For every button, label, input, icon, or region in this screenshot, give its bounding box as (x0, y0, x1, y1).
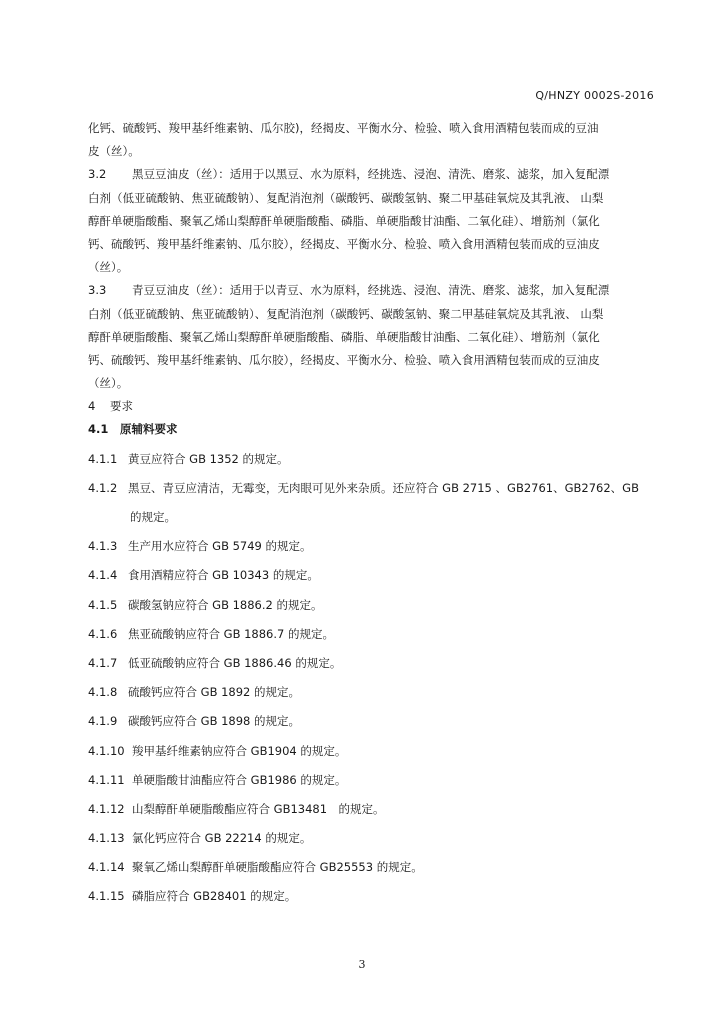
requirement-text: 食用酒精应符合 GB 10343 的规定。 (128, 568, 319, 583)
requirement-number: 4.1.10 (88, 743, 125, 758)
paragraph-line: 钙、硫酸钙、羧甲基纤维素钠、瓜尔胶），经揭皮、平衡水分、检验、喷入食用酒精包装而成的豆油皮 (88, 236, 600, 251)
requirement-item (88, 769, 656, 792)
requirement-number: 4.1.5 (88, 597, 118, 612)
section-title: 原辅料要求 (120, 422, 178, 437)
requirement-number: 4.1.7 (88, 655, 118, 670)
requirement-number: 4.1.11 (88, 772, 125, 787)
requirement-item (88, 798, 656, 821)
paragraph-line: （丝）。 (88, 260, 129, 275)
requirement-item (88, 856, 656, 879)
requirement-text: 碳酸钙应符合 GB 1898 的规定。 (128, 714, 301, 729)
requirement-item (88, 885, 656, 908)
section-4-heading (88, 395, 656, 418)
requirement-item (88, 477, 656, 500)
requirement-number: 4.1.6 (88, 626, 118, 641)
requirement-text: 羧甲基纤维素钠应符合 GB1904 的规定。 (132, 743, 347, 758)
requirement-number: 4.1.15 (88, 889, 125, 904)
requirement-item (88, 740, 656, 763)
requirement-number: 4.1.2 (88, 480, 118, 495)
section-number: 4.1 (88, 422, 109, 437)
requirement-item (88, 448, 656, 471)
document-code: Q/HNZY 0002S-2016 (535, 89, 654, 102)
paragraph-line: 钙、硫酸钙、羧甲基纤维素钠、瓜尔胶），经揭皮、平衡水分、检验、喷入食用酒精包装而成的豆油皮 (88, 352, 600, 367)
section-number: 3.2 (88, 167, 107, 182)
document-body (88, 117, 656, 909)
requirement-number: 4.1.12 (88, 801, 125, 816)
requirement-number: 4.1.13 (88, 831, 125, 846)
requirement-text: 硫酸钙应符合 GB 1892 的规定。 (128, 685, 301, 700)
requirement-text: 低亚硫酸钠应符合 GB 1886.46 的规定。 (128, 655, 342, 670)
paragraph-text: 青豆豆油皮（丝）：适用于以青豆、水为原料，经挑选、浸泡、清洗、磨浆、滤浆，加入复配漂 (132, 283, 610, 298)
paragraph-line: （丝）。 (88, 376, 129, 391)
requirement-text: 单硬脂酸甘油酯应符合 GB1986 的规定。 (132, 772, 347, 787)
section-number: 4 (88, 399, 96, 414)
requirement-item (88, 623, 656, 646)
requirement-number: 4.1.8 (88, 685, 118, 700)
requirement-text: 磷脂应符合 GB28401 的规定。 (132, 889, 297, 904)
requirement-item (88, 827, 656, 850)
paragraph-line: 白剂（低亚硫酸钠、焦亚硫酸钠）、复配消泡剂（碳酸钙、碳酸氢钠、聚二甲基硅氧烷及其乳液、 山梨 (88, 190, 604, 205)
paragraph-line: 皮（丝）。 (88, 144, 140, 159)
paragraph-line: 白剂（低亚硫酸钠、焦亚硫酸钠）、复配消泡剂（碳酸钙、碳酸氢钠、聚二甲基硅氧烷及其乳液、 山梨 (88, 306, 604, 321)
paragraph-line: 化钙、硫酸钙、羧甲基纤维素钠、瓜尔胶)，经揭皮、平衡水分、检验、喷入食用酒精包装而成的豆油 (88, 121, 599, 135)
requirement-item (88, 681, 656, 704)
requirement-item (88, 564, 656, 587)
section-number: 3.3 (88, 283, 107, 298)
section-3-2-line (88, 163, 656, 186)
requirement-text: 黑豆、青豆应清洁，无霉变，无肉眼可见外来杂质。还应符合 GB 2715 、GB2761、GB2762、GB (128, 480, 639, 495)
paragraph-line: 醇酐单硬脂酸酯、聚氧乙烯山梨醇酐单硬脂酸酯、磷脂、单硬脂酸甘油酯、二氧化硅）、增筋剂（氯化 (88, 213, 600, 228)
requirement-number: 4.1.4 (88, 568, 118, 583)
requirement-text: 氯化钙应符合 GB 22214 的规定。 (132, 831, 312, 846)
requirement-number: 4.1.14 (88, 860, 125, 875)
requirement-item (88, 710, 656, 733)
requirement-continuation: 的规定。 (130, 510, 176, 524)
requirement-item (88, 652, 656, 675)
paragraph-line: 醇酐单硬脂酸酯、聚氧乙烯山梨醇酐单硬脂酸酯、磷脂、单硬脂酸甘油酯、二氧化硅）、增筋剂（氯化 (88, 329, 600, 344)
requirement-text: 聚氧乙烯山梨醇酐单硬脂酸酯应符合 GB25553 的规定。 (132, 860, 423, 875)
section-4-1-heading (88, 418, 656, 441)
requirement-item (88, 594, 656, 617)
requirement-text: 黄豆应符合 GB 1352 的规定。 (128, 451, 289, 466)
requirement-number: 4.1.3 (88, 539, 118, 554)
paragraph-text: 黑豆豆油皮（丝）：适用于以黑豆、水为原料，经挑选、浸泡、清洗、磨浆、滤浆，加入复配漂 (132, 167, 610, 182)
section-title: 要求 (110, 399, 133, 414)
requirement-text: 碳酸氢钠应符合 GB 1886.2 的规定。 (128, 597, 323, 612)
requirement-number: 4.1.9 (88, 714, 118, 729)
requirement-list (88, 442, 656, 909)
page-number: 3 (358, 958, 366, 971)
requirement-text: 焦亚硫酸钠应符合 GB 1886.7 的规定。 (128, 626, 335, 641)
requirement-item (88, 535, 656, 558)
requirement-text: 生产用水应符合 GB 5749 的规定。 (128, 539, 312, 554)
requirement-text: 山梨醇酐单硬脂酸酯应符合 GB13481 的规定。 (132, 801, 385, 816)
section-3-3-line (88, 279, 656, 302)
requirement-number: 4.1.1 (88, 451, 118, 466)
